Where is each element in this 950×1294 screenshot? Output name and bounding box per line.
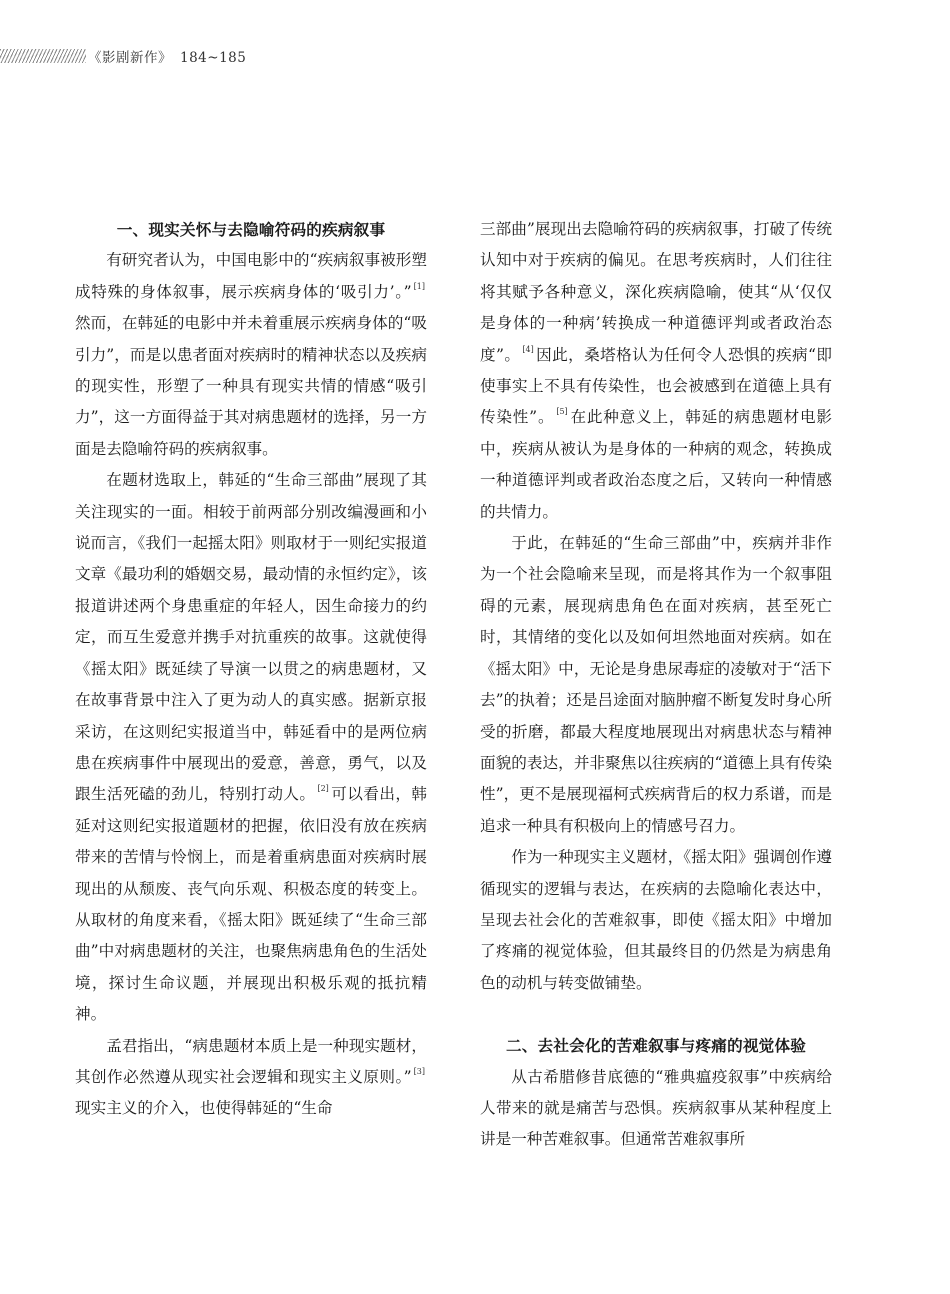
paragraph: 于此，在韩延的“生命三部曲”中，疾病并非作为一个社会隐喻来呈现，而是将其作为一个叙事阻碍的元素，展现病患角色在面对疾病，甚至死亡时，其情绪的变化以及如何坦然地面对疾病。如在《摇太阳》中，无论是身患尿毒症的凌敏对于“活下去”的执着；还是吕途面对脑肿瘤不断复发时身心所受的折磨，都最大程度地展现出对病患状态与精神面貌的表达，并非聚焦以往疾病的“道德上具有传染性”，更不是展现福柯式疾病背后的权力系谱，而是追求一种具有积极向上的情感号召力。	[480, 534, 832, 835]
section-heading-1: 一、现实关怀与去隐喻符码的疾病叙事	[116, 220, 386, 239]
running-header	[0, 46, 246, 66]
paragraph-continuation: 三部曲”展现出去隐喻符码的疾病叙事，打破了传统认知中对于疾病的偏见。在思考疾病时，人们往往将其赋予各种意义，深化疾病隐喻，使其“从‘仅仅是身体的一种病’转换成一种道德评判或者政治态度”。 [4] 因此，桑塔格认为任何令人恐惧的疾病“即使事实上不具有传染性，也会被感到在道德上具有传染性”。 [5] 在此种意义上，韩延的病患题材电影中，疾病从被认为是身体的一种病的观念，转换成一种道德评判或者政治态度之后，又转向一种情感的共情力。	[480, 220, 832, 521]
citation-ref: [1]	[413, 281, 425, 291]
citation-ref: [5]	[556, 407, 568, 417]
paragraph: 孟君指出，“病患题材本质上是一种现实题材，其创作必然遵从现实社会逻辑和现实主义原则。” [3]现实主义的介入，也使得韩延的“生命	[75, 1036, 427, 1118]
citation-ref: [3]	[413, 1066, 425, 1076]
left-column	[75, 214, 427, 1125]
paragraph: 作为一种现实主义题材，《摇太阳》强调创作遵循现实的逻辑与表达，在疾病的去隐喻化表达中，呈现去社会化的苦难叙事，即使《摇太阳》中增加了疼痛的视觉体验，但其最终目的仍然是为病患角色的动机与转变做铺垫。	[480, 848, 832, 992]
section-heading-2: 二、去社会化的苦难叙事与疼痛的视觉体验	[505, 1036, 807, 1056]
header-hatch-decoration	[0, 49, 86, 63]
paragraph: 从古希腊修昔底德的“雅典瘟疫叙事”中疾病给人带来的就是痛苦与恐惧。疾病叙事从某种程度上讲是一种苦难叙事。但通常苦难叙事所	[480, 1067, 832, 1149]
right-column	[480, 214, 832, 1156]
page-range: 184~185	[180, 50, 247, 66]
paragraph: 在题材选取上，韩延的“生命三部曲”展现了其关注现实的一面。相较于前两部分别改编漫画和小说而言，《我们一起摇太阳》则取材于一则纪实报道文章《最功利的婚姻交易，最动情的永恒约定》，该报道讲述两个身患重症的年轻人，因生命接力的约定，而互生爱意并携手对抗重疾的故事。这就使得《摇太阳》既延续了导演一以贯之的病患题材，又在故事背景中注入了更为动人的真实感。据新京报采访，在这则纪实报道当中，韩延看中的是两位病患在疾病事件中展现出的爱意，善意，勇气，以及跟生活死磕的劲儿，特别打动人。 [2] 可以看出，韩延对这则纪实报道题材的把握，依旧没有放在疾病带来的苦情与怜悯上，而是着重病患面对疾病时展现出的从颓废、丧气向乐观、积极态度的转变上。从取材的角度来看，《摇太阳》既延续了“生命三部曲”中对病患题材的关注，也聚焦病患角色的生活处境，探讨生命议题，并展现出积极乐观的抵抗精神。	[75, 471, 427, 1024]
citation-ref: [4]	[522, 344, 534, 354]
journal-name: 《影剧新作》	[88, 50, 172, 66]
running-head-text	[88, 46, 246, 66]
citation-ref: [2]	[317, 784, 329, 794]
paragraph: 有研究者认为，中国电影中的“疾病叙事被形塑成特殊的身体叙事，展示疾病身体的‘吸引力’。” [1]然而，在韩延的电影中并未着重展示疾病身体的“吸引力”，而是以患者面对疾病时的精神状态以及疾病的现实性，形塑了一种具有现实共情的情感“吸引力”，这一方面得益于其对病患题材的选择，另一方面是去隐喻符码的疾病叙事。	[75, 251, 427, 458]
